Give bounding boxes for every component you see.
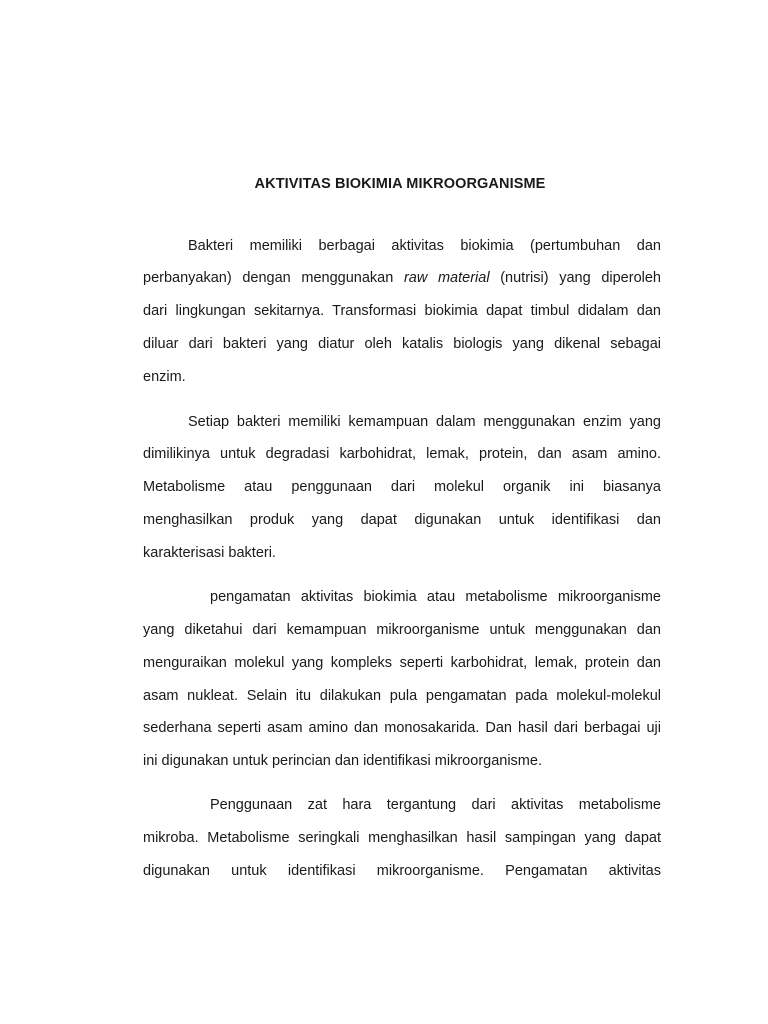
paragraph-line: mikroba. Metabolisme seringkali menghasilkan hasil sampingan yang dapat [143, 830, 661, 846]
paragraph-line: Penggunaan zat hara tergantung dari aktivitas metabolisme [210, 797, 661, 813]
paragraph-line: menguraikan molekul yang kompleks seperti karbohidrat, lemak, protein dan [143, 655, 661, 671]
paragraph-line: karakterisasi bakteri. [143, 545, 276, 561]
paragraph-line: digunakan untuk identifikasi mikroorganisme. Pengamatan aktivitas [143, 863, 661, 879]
paragraph-line: dimilikinya untuk degradasi karbohidrat, lemak, protein, dan asam amino. [143, 446, 661, 462]
paragraph-line: pengamatan aktivitas biokimia atau metabolisme mikroorganisme [210, 589, 661, 605]
paragraph-line: dari lingkungan sekitarnya. Transformasi biokimia dapat timbul didalam dan [143, 303, 661, 319]
paragraph-line: yang diketahui dari kemampuan mikroorganisme untuk menggunakan dan [143, 622, 661, 638]
document-title: AKTIVITAS BIOKIMIA MIKROORGANISME [254, 176, 546, 192]
paragraph-line: menghasilkan produk yang dapat digunakan untuk identifikasi dan [143, 512, 661, 528]
paragraph-line: sederhana seperti asam amino dan monosakarida. Dan hasil dari berbagai uji [143, 720, 661, 736]
text-run: perbanyakan) dengan menggunakan [143, 270, 404, 286]
paragraph-line: Setiap bakteri memiliki kemampuan dalam menggunakan enzim yang [188, 414, 661, 430]
paragraph-line: Bakteri memiliki berbagai aktivitas biokimia (pertumbuhan dan [188, 238, 661, 254]
paragraph-line: diluar dari bakteri yang diatur oleh katalis biologis yang dikenal sebagai [143, 336, 661, 352]
paragraph-line: asam nukleat. Selain itu dilakukan pula pengamatan pada molekul-molekul [143, 688, 661, 704]
paragraph-line [143, 268, 661, 288]
paragraph-line: ini digunakan untuk perincian dan identifikasi mikroorganisme. [143, 753, 542, 769]
text-run: (nutrisi) yang diperoleh [489, 270, 661, 286]
italic-term: raw material [403, 270, 490, 286]
paragraph-line: Metabolisme atau penggunaan dari molekul organik ini biasanya [143, 479, 661, 495]
paragraph-line: enzim. [143, 369, 186, 385]
